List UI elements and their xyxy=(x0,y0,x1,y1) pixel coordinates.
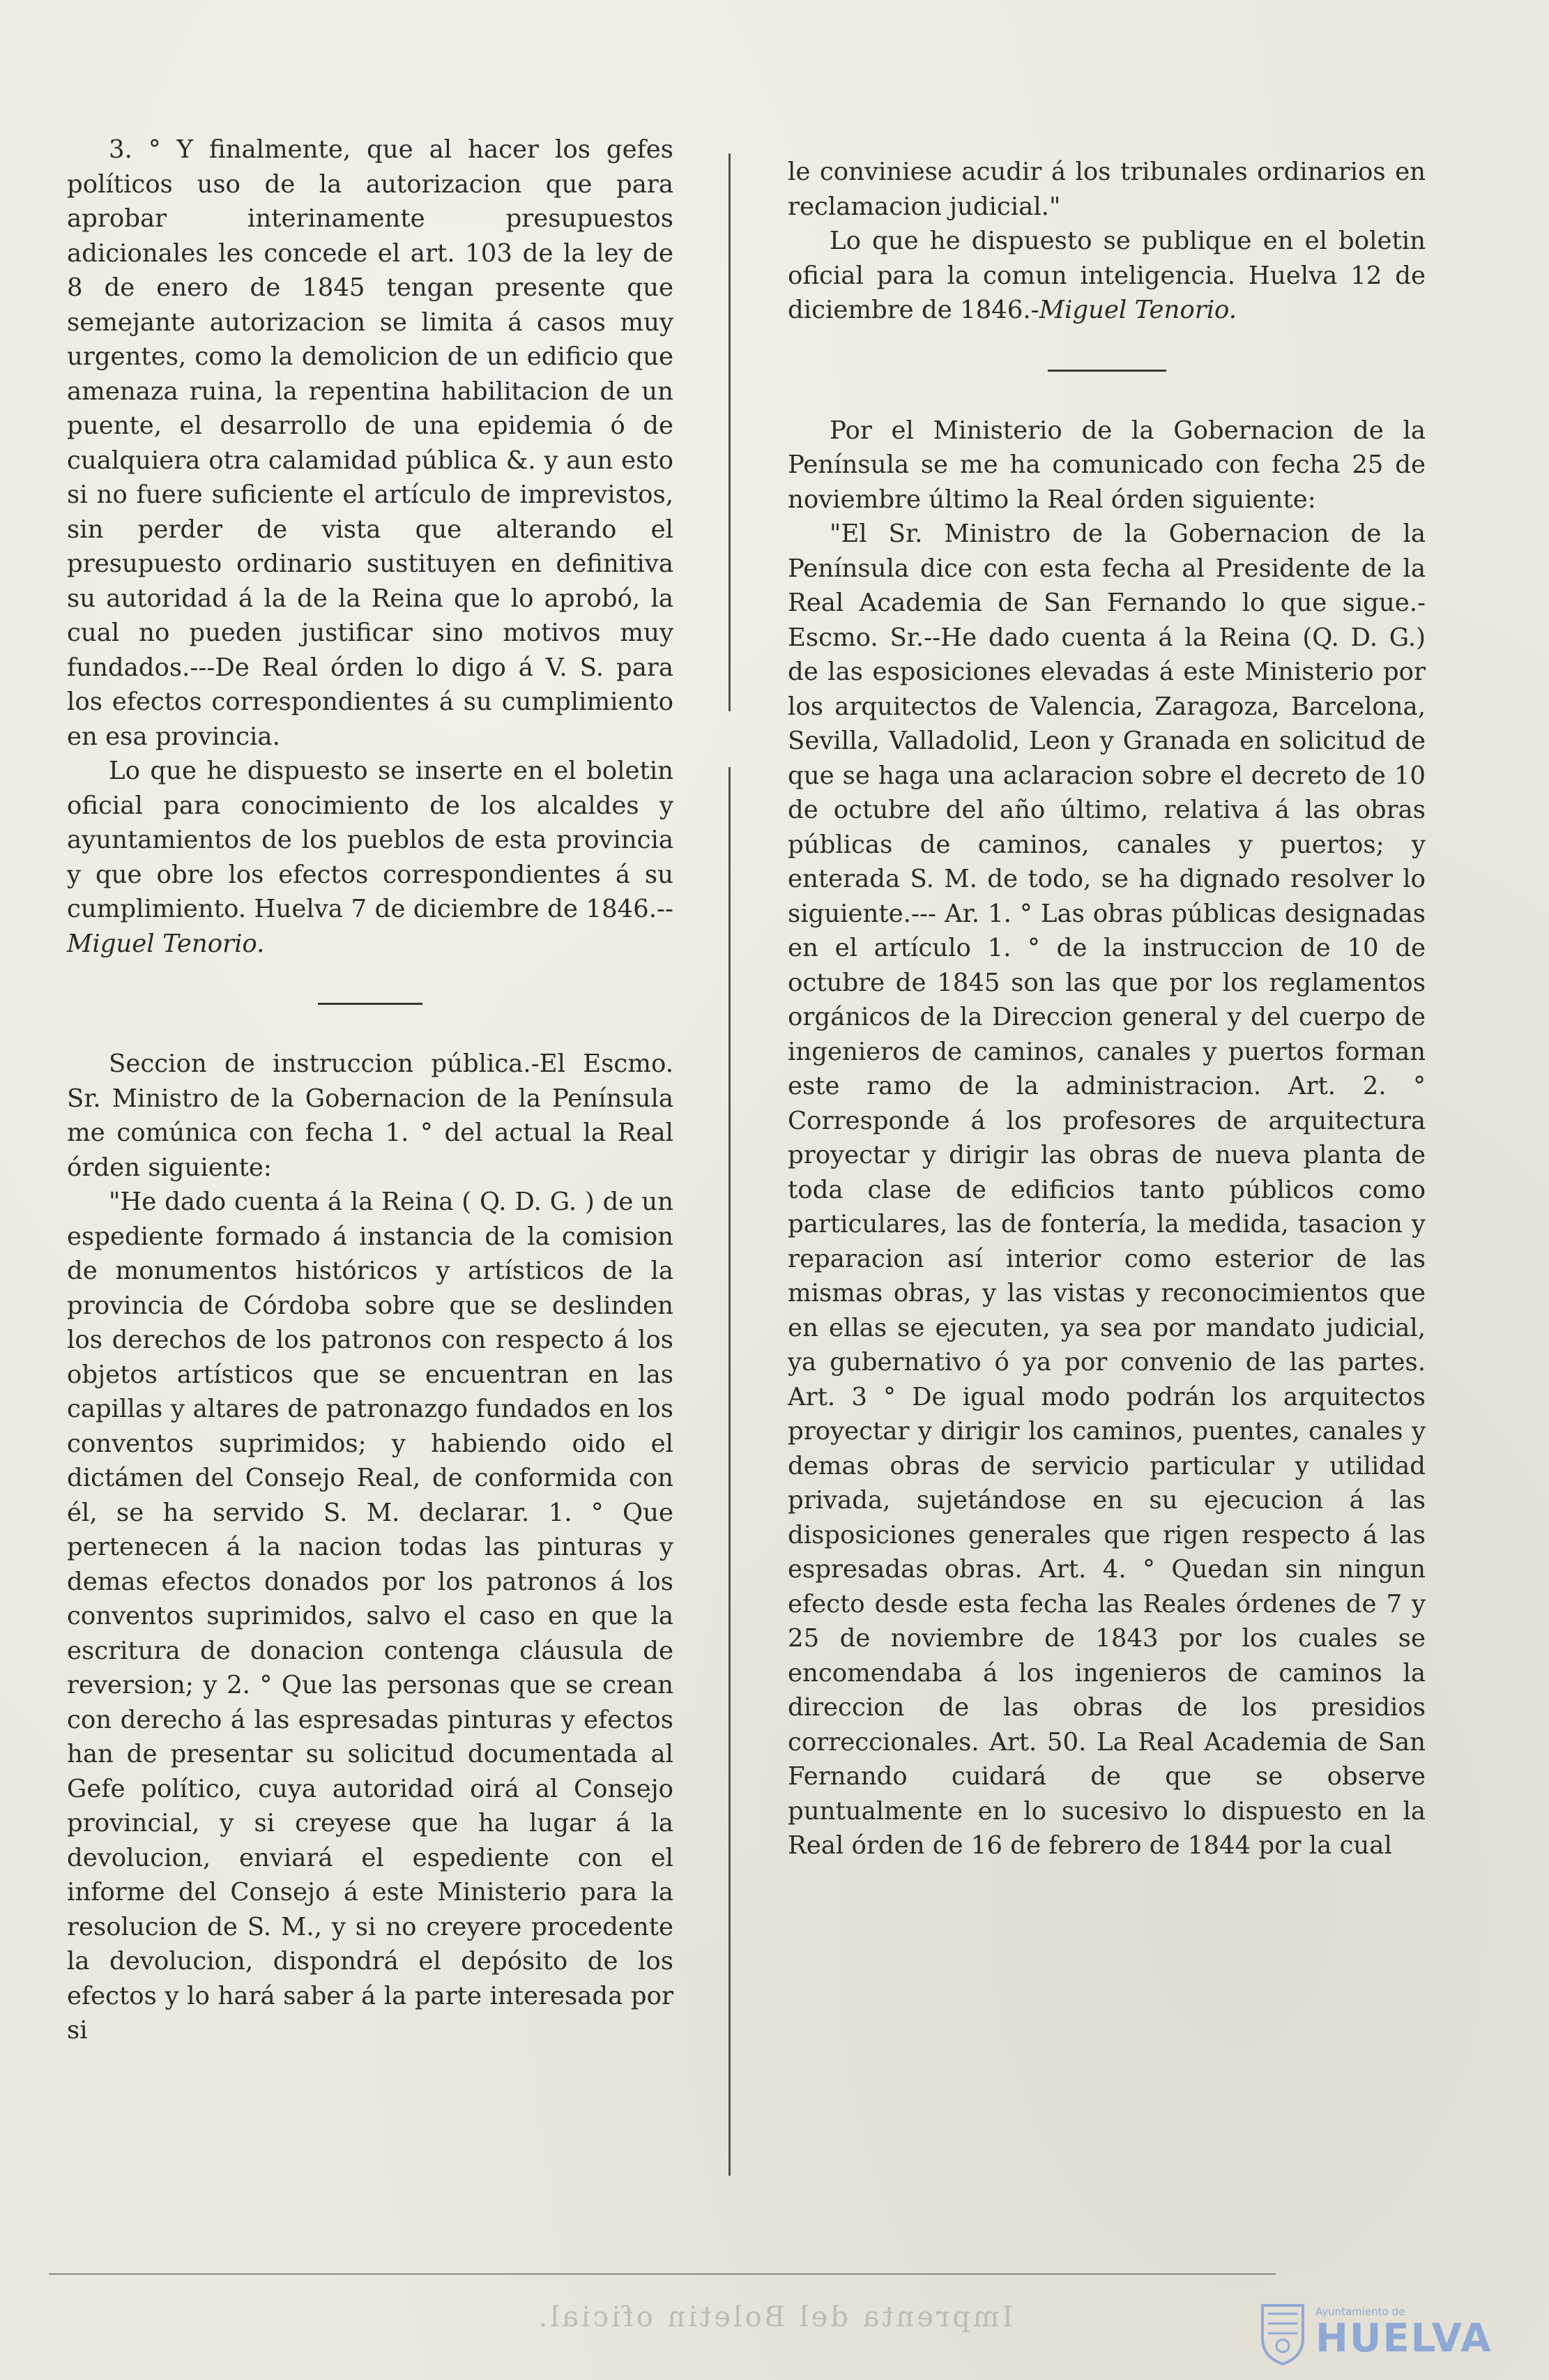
logo-caption: Ayuntamiento de xyxy=(1315,2305,1405,2318)
right-paragraph-2-text: Lo que he dispuesto se publique en el boletin oficial para la comun inteligencia. Huelva 12 de diciembre de 1846.- xyxy=(788,227,1426,324)
right-paragraph-4: "El Sr. Ministro de la Gobernacion de la Península dice con esta fecha al Presidente de la Real Academia de San Fernando lo que sigue.-Escmo. Sr.--He dado cuenta á la Reina (Q. D. G.) de las esposiciones elevadas á este Ministerio por los arquitectos de Valencia, Zaragoza, Barcelona, Sevilla, Valladolid, Leon y Granada en solicitud de que se haga una aclaracion sobre el decreto de 10 de octubre del año último, relativa á las obras públicas de caminos, canales y puertos; y enterada S. M. de todo, se ha dignado resolver lo siguiente.--- Ar. 1. ° Las obras públicas designadas en el artículo 1. ° de la instruccion de 10 de octubre de 1845 son las que por los reglamentos orgánicos de la Direccion general y del cuerpo de ingenieros de caminos, canales y puertos forman este ramo de la administracion. Art. 2. ° Corresponde á los profesores de arquitectura proyectar y dirigir las obras de nueva planta de toda clase de edificios tanto públicos como particulares, las de fontería, la medida, tasacion y reparacion así interior como esterior de las mismas obras, y las vistas y reconocimientos que en ellas se ejecuten, ya sea por mandato judicial, ya gubernativo ó ya por convenio de las partes. Art. 3 ° De igual modo podrán los arquitectos proyectar y dirigir los caminos, puentes, canales y demas obras de servicio particular y utilidad privada, sujetándose en su ejecucion á las disposiciones generales que rigen respecto á las espresadas obras. Art. 4. ° Quedan sin ningun efecto desde esta fecha las Reales órdenes de 7 y 25 de noviembre de 1843 por los cuales se encomendaba á los ingenieros de caminos la direccion de las obras de los presidios correccionales. Art. 50. La Real Academia de San Fernando cuidará de que se observe puntualmente en lo sucesivo lo dispuesto en la Real órden de 16 de febrero de 1844 por la cual xyxy=(788,520,1426,1860)
left-paragraph-1: 3. ° Y finalmente, que al hacer los gefes políticos uso de la autorizacion que para aprobar interinamente presupuestos adicionales les concede el art. 103 de la ley de 8 de enero de 1845 tengan presente que semejante autorizacion se limita á casos muy urgentes, como la demolicion de un edificio que amenaza ruina, la repentina habilitacion de un puente, el desarrollo de una epidemia ó de cualquiera otra calamidad pública &. y aun esto si no fuere suficiente el artículo de imprevistos, sin perder de vista que alterando el presupuesto ordinario sustituyen en definitiva su autoridad á la de la Reina que lo aprobó, la cual no pueden justificar sino motivos muy fundados.---De Real órden lo digo á V. S. para los efectos correspondientes á su cumplimiento en esa provincia. xyxy=(67,135,673,751)
footer-rule xyxy=(49,2273,1276,2275)
left-paragraph-3: Seccion de instruccion pública.-El Escmo. Sr. Ministro de la Gobernacion de la Península me comúnica con fecha 1. ° del actual la Real órden siguiente: xyxy=(67,1049,673,1182)
crest-icon xyxy=(1258,2300,1307,2366)
left-paragraph-2 xyxy=(67,754,673,961)
section-divider-right xyxy=(1048,370,1166,372)
left-signature: Miguel Tenorio. xyxy=(67,929,265,958)
right-signature: Miguel Tenorio. xyxy=(1039,296,1237,324)
left-paragraph-4: "He dado cuenta á la Reina ( Q. D. G. ) de un espediente formado á instancia de la comision de monumentos históricos y artísticos de la provincia de Córdoba sobre que se deslinden los derechos de los patronos con respecto á los objetos artísticos que se encuentran en las capillas y altares de patronazgo fundados en los conventos suprimidos; y habiendo oido el dictámen del Consejo Real, de conformida con él, se ha servido S. M. declarar. 1. ° Que pertenecen á la nacion todas las pinturas y demas efectos donados por los patronos á los conventos suprimidos, salvo el caso en que la escritura de donacion contenga cláusula de reversion; y 2. ° Que las personas que se crean con derecho á las espresadas pinturas y efectos han de presentar su solicitud documentada al Gefe político, cuya autoridad oirá al Consejo provincial, y si creyese que ha lugar á la devolucion, enviará el espediente con el informe del Consejo á este Ministerio para la resolucion de S. M., y si no creyere procedente la devolucion, dispondrá el depósito de los efectos y lo hará saber á la parte interesada por si xyxy=(67,1188,673,2045)
column-separator-top xyxy=(728,153,731,711)
right-paragraph-3: Por el Ministerio de la Gobernacion de la Península se me ha comunicado con fecha 25 de noviembre último la Real órden siguiente: xyxy=(788,416,1426,514)
right-column xyxy=(788,155,1426,1863)
left-paragraph-2-text: Lo que he dispuesto se inserte en el boletin oficial para conocimiento de los alcaldes y ayuntamientos de los pueblos de esta provincia y que obre los efectos correspondientes á su cumplimiento. Huelva 7 de diciembre de 1846.-- xyxy=(67,757,673,923)
column-separator xyxy=(728,767,731,2176)
imprint-bleedthrough: Imprenta del Boletin oficial. xyxy=(535,2301,1014,2333)
logo-title: HUELVA xyxy=(1315,2316,1493,2361)
right-paragraph-2 xyxy=(788,224,1426,328)
right-paragraph-1: le conviniese acudir á los tribunales ordinarios en reclamacion judicial." xyxy=(788,158,1426,221)
huelva-logo xyxy=(1258,2294,1516,2371)
section-divider-left xyxy=(318,1003,422,1005)
left-column xyxy=(67,132,673,2048)
